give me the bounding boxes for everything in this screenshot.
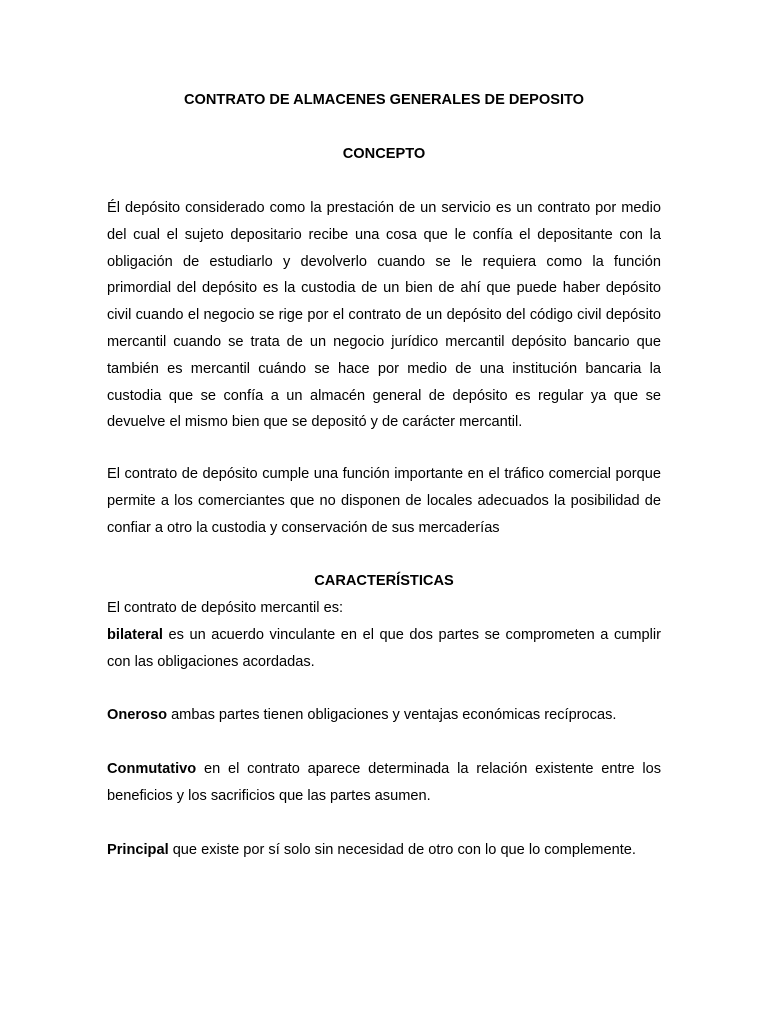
document-title: CONTRATO DE ALMACENES GENERALES DE DEPOSITO bbox=[183, 92, 585, 108]
term-bilateral: bilateral bbox=[107, 627, 163, 643]
caracteristicas-intro: El contrato de depósito mercantil es: bbox=[107, 600, 344, 616]
list-item-oneroso bbox=[107, 702, 661, 729]
definition-principal: que existe por sí solo sin necesidad de otro con lo que lo complemente. bbox=[168, 842, 636, 858]
definition-conmutativo: en el contrato aparece determinada la relación existente entre los beneficios y los sacrificios que las partes asumen. bbox=[107, 761, 661, 804]
term-conmutativo: Conmutativo bbox=[107, 761, 197, 777]
section-heading-caracteristicas: CARACTERÍSTICAS bbox=[314, 573, 454, 589]
term-oneroso: Oneroso bbox=[107, 707, 168, 723]
paragraph-concepto-2: El contrato de depósito cumple una función importante en el tráfico comercial porque permite a los comerciantes que no disponen de locales adecuados la posibilidad de confiar a otro la custodia y conservación de sus mercaderías bbox=[107, 466, 661, 536]
section-heading-concepto: CONCEPTO bbox=[342, 146, 426, 162]
paragraph-concepto-1: Él depósito considerado como la prestación de un servicio es un contrato por medio del cual el sujeto depositario recibe una cosa que le confía el depositante con la obligación de estudiarlo y devolverlo cuando se le requiera como la función primordial del depósito es la custodia de un bien de ahí que puede haber depósito civil cuando el negocio se rige por el contrato de un depósito del código civil depósito mercantil cuando se trata de un negocio jurídico mercantil depósito bancario que también es mercantil cuándo se hace por medio de una institución bancaria la custodia que se confía a un almacén general de depósito es regular ya que se devuelve el mismo bien que se depositó y de carácter mercantil. bbox=[107, 200, 661, 431]
definition-oneroso: ambas partes tienen obligaciones y ventajas económicas recíprocas. bbox=[167, 707, 617, 723]
term-principal: Principal bbox=[107, 842, 169, 858]
list-item-bilateral bbox=[107, 622, 661, 676]
list-item-principal bbox=[107, 837, 661, 864]
definition-bilateral: es un acuerdo vinculante en el que dos partes se comprometen a cumplir con las obligaciones acordadas. bbox=[107, 627, 661, 670]
list-item-conmutativo bbox=[107, 756, 661, 810]
